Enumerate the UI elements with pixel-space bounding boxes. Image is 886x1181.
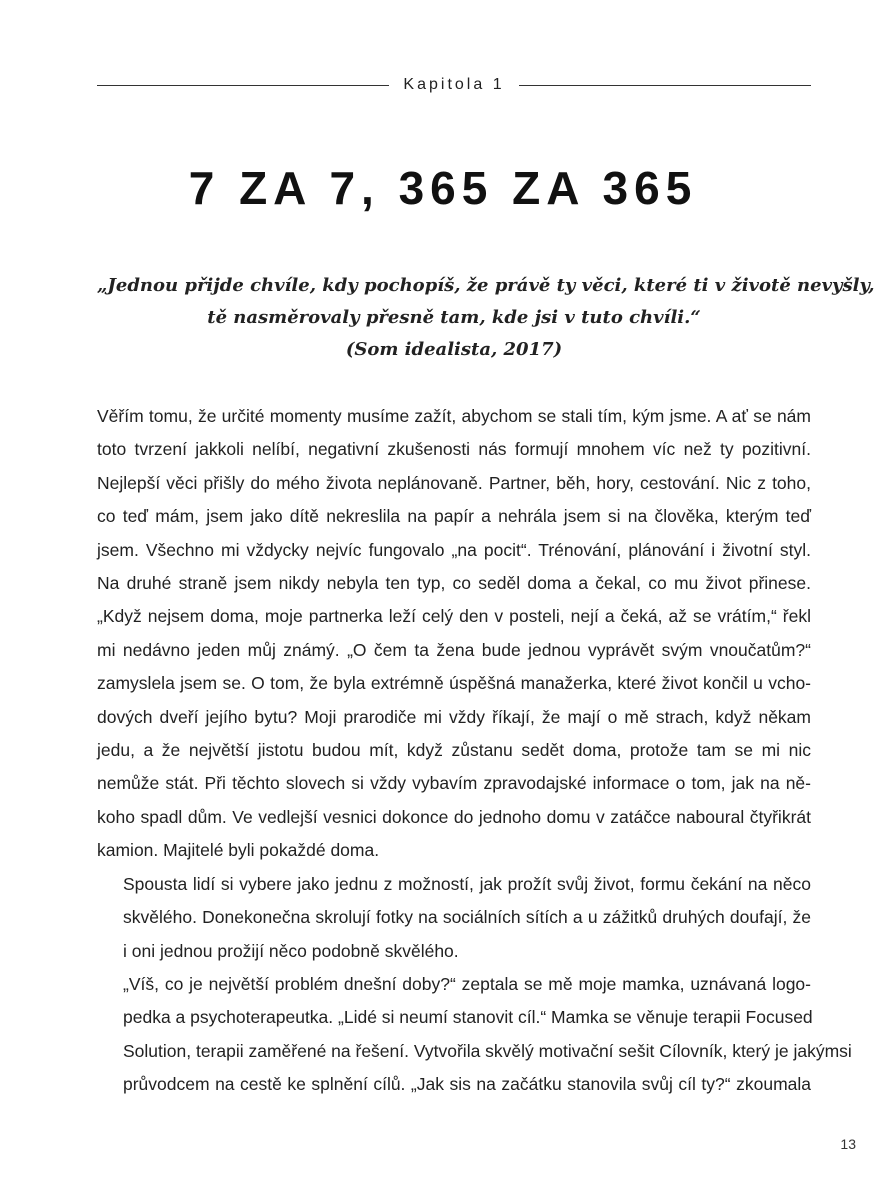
epigraph-source: (Som idealista, 2017) xyxy=(345,339,563,360)
text-line: Solution, terapii zaměřené na řešení. Vytvořila skvělý motivační sešit Cílovník, který je jakýmsi xyxy=(123,1040,852,1061)
paragraph xyxy=(97,868,811,968)
page-number: 13 xyxy=(840,1136,856,1152)
chapter-label: Kapitola 1 xyxy=(403,76,505,93)
chapter-header xyxy=(97,74,811,96)
text-line: skvělého. Donekonečna skrolují fotky na sociálních sítích a u zážitků druhých doufají, že xyxy=(123,907,811,928)
epigraph-line: tě nasměrovaly přesně tam, kde jsi v tuto chvíli.“ xyxy=(207,307,701,328)
epigraph-line: „Jednou přijde chvíle, kdy pochopíš, že právě ty věci, které ti v životě nevyšly, xyxy=(97,275,875,296)
paragraph xyxy=(97,400,811,868)
text-line: „Víš, co je největší problém dnešní doby?“ zeptala se mě moje mamka, uznávaná logo- xyxy=(123,973,811,994)
text-line: Spousta lidí si vybere jako jednu z možností, jak prožít svůj život, formu čekání na něco xyxy=(123,873,811,894)
text-line: jsem. Všechno mi vždycky nejvíc fungovalo „na pocit“. Trénování, plánování i životní styl. xyxy=(97,539,811,560)
body-text xyxy=(97,400,852,1102)
chapter-title: 7 ZA 7, 365 ZA 365 xyxy=(188,162,698,214)
text-line: dových dveří jejího bytu? Moji prarodiče mi vždy říkají, že mají o mě strach, když někam xyxy=(97,706,811,727)
text-line: koho spadl dům. Ve vedlejší vesnici dokonce do jednoho domu v zatáčce naboural čtyřikrát xyxy=(97,806,811,827)
text-line: Nejlepší věci přišly do mého života neplánovaně. Partner, běh, hory, cestování. Nic z toho, xyxy=(97,472,811,493)
text-line: jedu, a že největší jistotu budou mít, když zůstanu sedět doma, protože tam se mi nic xyxy=(97,740,811,761)
text-line: mi nedávno jeden můj známý. „O čem ta žena bude jednou vyprávět svým vnoučatům?“ xyxy=(97,639,811,660)
header-rule-right xyxy=(519,85,811,86)
text-line: „Když nejsem doma, moje partnerka leží celý den v posteli, nejí a čeká, až se vrátím,“ řekl xyxy=(97,606,811,627)
text-line: kamion. Majitelé byli pokaždé doma. xyxy=(97,840,380,861)
text-line: zamyslela jsem se. O tom, že byla extrémně úspěšná manažerka, které život končil u vcho- xyxy=(97,673,811,694)
paragraph xyxy=(97,968,852,1102)
text-line: nemůže stát. Při těchto slovech si vždy vybavím zpravodajské informace o tom, jak na ně- xyxy=(97,773,811,794)
text-line: pedka a psychoterapeutka. „Lidé si neumí stanovit cíl.“ Mamka se věnuje terapii Focused xyxy=(123,1007,813,1028)
epigraph xyxy=(97,270,875,366)
text-line: průvodcem na cestě ke splnění cílů. „Jak sis na začátku stanovila svůj cíl ty?“ zkoumala xyxy=(123,1074,811,1095)
text-line: Na druhé straně jsem nikdy nebyla ten typ, co seděl doma a čekal, co mu život přinese. xyxy=(97,573,811,594)
text-line: toto tvrzení jakkoli nelíbí, negativní zkušenosti nás formují mnohem víc než ty pozitivní. xyxy=(97,439,811,460)
header-rule-left xyxy=(97,85,389,86)
text-line: i oni jednou prožijí něco podobně skvělého. xyxy=(123,940,459,961)
text-line: Věřím tomu, že určité momenty musíme zažít, abychom se stali tím, kým jsme. A ať se nám xyxy=(97,406,811,426)
text-line: co teď mám, jsem jako dítě nekreslila na papír a nehrála jsem si na člověka, kterým teď xyxy=(97,506,811,527)
